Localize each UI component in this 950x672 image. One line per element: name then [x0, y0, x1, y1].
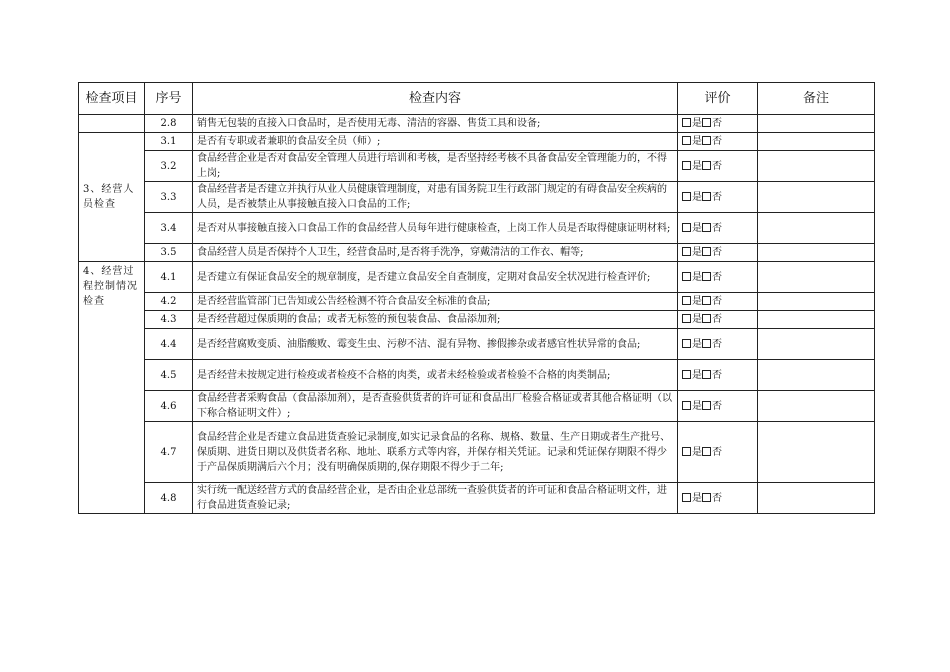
no-label: 否 [712, 369, 722, 381]
table-row [79, 115, 875, 133]
yes-label: 是 [692, 338, 702, 350]
yes-checkbox[interactable] [682, 223, 691, 232]
note-cell[interactable] [758, 391, 875, 422]
table-row [79, 133, 875, 151]
no-checkbox[interactable] [702, 339, 711, 348]
header-eval: 评价 [678, 83, 758, 115]
no-checkbox[interactable] [702, 192, 711, 201]
no-label: 否 [712, 247, 722, 258]
row-content: 食品经营者采购食品（食品添加剂），是否查验供货者的许可证和食品出厂检验合格证或者其他合格证明（以下称合格证明文件）; [193, 391, 678, 422]
note-cell[interactable] [758, 329, 875, 360]
no-checkbox[interactable] [702, 401, 711, 410]
header-item: 检查项目 [79, 83, 145, 115]
row-content: 销售无包装的直接入口食品时，是否使用无毒、清洁的容器、售货工具和设备; [193, 115, 678, 133]
row-number: 4.2 [145, 293, 193, 311]
evaluation-cell [678, 244, 758, 262]
no-label: 否 [712, 191, 722, 203]
yes-checkbox[interactable] [682, 272, 691, 281]
note-cell[interactable] [758, 213, 875, 244]
category-cell [79, 115, 145, 133]
note-cell[interactable] [758, 293, 875, 311]
row-number: 4.7 [145, 422, 193, 483]
row-content: 食品经营企业是否对食品安全管理人员进行培训和考核，是否坚持经考核不具备食品安全管理能力的，不得上岗; [193, 151, 678, 182]
evaluation-cell [678, 262, 758, 293]
row-number: 3.3 [145, 182, 193, 213]
yes-checkbox[interactable] [682, 247, 691, 256]
no-label: 否 [712, 222, 722, 234]
table-row [79, 360, 875, 391]
no-label: 否 [712, 160, 722, 172]
row-number: 3.5 [145, 244, 193, 262]
no-label: 否 [712, 296, 722, 307]
evaluation-cell [678, 293, 758, 311]
row-content: 是否经营未按规定进行检疫或者检疫不合格的肉类，或者未经检验或者检验不合格的肉类制品; [193, 360, 678, 391]
row-content: 是否建立有保证食品安全的规章制度，是否建立食品安全自查制度，定期对食品安全状况进行检查评价; [193, 262, 678, 293]
no-checkbox[interactable] [702, 272, 711, 281]
row-number: 4.6 [145, 391, 193, 422]
row-number: 2.8 [145, 115, 193, 133]
yes-label: 是 [692, 314, 702, 325]
yes-label: 是 [692, 136, 702, 147]
yes-label: 是 [692, 271, 702, 283]
inspection-table [78, 82, 875, 514]
yes-label: 是 [692, 247, 702, 258]
yes-label: 是 [692, 446, 702, 458]
note-cell[interactable] [758, 244, 875, 262]
header-no: 序号 [145, 83, 193, 115]
yes-label: 是 [692, 118, 702, 129]
no-checkbox[interactable] [702, 247, 711, 256]
no-label: 否 [712, 118, 722, 129]
row-content: 食品经营企业是否建立食品进货查验记录制度,如实记录食品的名称、规格、数量、生产日期或者生产批号、保质期、进货日期以及供货者名称、地址、联系方式等内容，并保存相关凭证。记录和凭证保存期限不得少于产品保质期满后六个月；没有明确保质期的,保存期限不得少于二年; [193, 422, 678, 483]
row-number: 3.1 [145, 133, 193, 151]
note-cell[interactable] [758, 133, 875, 151]
no-checkbox[interactable] [702, 447, 711, 456]
no-label: 否 [712, 492, 722, 504]
table-row [79, 391, 875, 422]
yes-label: 是 [692, 160, 702, 172]
table-row [79, 213, 875, 244]
row-content: 是否经营腐败变质、油脂酸败、霉变生虫、污秽不洁、混有异物、掺假掺杂或者感官性状异常的食品; [193, 329, 678, 360]
evaluation-cell [678, 182, 758, 213]
no-label: 否 [712, 446, 722, 458]
table-row [79, 244, 875, 262]
yes-label: 是 [692, 222, 702, 234]
no-checkbox[interactable] [702, 314, 711, 323]
note-cell[interactable] [758, 151, 875, 182]
evaluation-cell [678, 391, 758, 422]
no-checkbox[interactable] [702, 493, 711, 502]
row-number: 4.3 [145, 311, 193, 329]
yes-checkbox[interactable] [682, 136, 691, 145]
table-row [79, 422, 875, 483]
row-content: 是否经营超过保质期的食品；或者无标签的预包装食品、食品添加剂; [193, 311, 678, 329]
no-label: 否 [712, 400, 722, 412]
header-content: 检查内容 [193, 83, 678, 115]
yes-label: 是 [692, 492, 702, 504]
note-cell[interactable] [758, 422, 875, 483]
row-number: 4.1 [145, 262, 193, 293]
note-cell[interactable] [758, 115, 875, 133]
no-checkbox[interactable] [702, 136, 711, 145]
evaluation-cell [678, 422, 758, 483]
table-row [79, 311, 875, 329]
row-content: 是否对从事接触直接入口食品工作的食品经营人员每年进行健康检查，上岗工作人员是否取得健康证明材料; [193, 213, 678, 244]
row-content: 是否有专职或者兼职的食品安全员（师）; [193, 133, 678, 151]
table-row [79, 483, 875, 514]
yes-checkbox[interactable] [682, 447, 691, 456]
yes-checkbox[interactable] [682, 314, 691, 323]
row-number: 4.4 [145, 329, 193, 360]
no-checkbox[interactable] [702, 370, 711, 379]
evaluation-cell [678, 213, 758, 244]
yes-checkbox[interactable] [682, 339, 691, 348]
evaluation-cell [678, 360, 758, 391]
header-note: 备注 [758, 83, 875, 115]
yes-checkbox[interactable] [682, 370, 691, 379]
row-number: 3.4 [145, 213, 193, 244]
no-checkbox[interactable] [702, 161, 711, 170]
evaluation-cell [678, 329, 758, 360]
row-number: 3.2 [145, 151, 193, 182]
yes-label: 是 [692, 400, 702, 412]
note-cell[interactable] [758, 262, 875, 293]
row-content: 食品经营人员是否保持个人卫生，经营食品时,是否将手洗净，穿戴清洁的工作衣、帽等; [193, 244, 678, 262]
table-row [79, 262, 875, 293]
row-number: 4.5 [145, 360, 193, 391]
row-content: 实行统一配送经营方式的食品经营企业，是否由企业总部统一查验供货者的许可证和食品合格证明文件，进行食品进货查验记录; [193, 483, 678, 514]
evaluation-cell [678, 483, 758, 514]
note-cell[interactable] [758, 360, 875, 391]
yes-label: 是 [692, 191, 702, 203]
row-content: 食品经营者是否建立并执行从业人员健康管理制度，对患有国务院卫生行政部门规定的有碍食品安全疾病的人员，是否被禁止从事接触直接入口食品的工作; [193, 182, 678, 213]
no-checkbox[interactable] [702, 118, 711, 127]
yes-checkbox[interactable] [682, 493, 691, 502]
yes-label: 是 [692, 296, 702, 307]
header-row [79, 83, 875, 115]
note-cell[interactable] [758, 311, 875, 329]
category-cell: 4、经营过程控制情况检查 [79, 262, 145, 514]
yes-checkbox[interactable] [682, 296, 691, 305]
evaluation-cell [678, 133, 758, 151]
yes-checkbox[interactable] [682, 192, 691, 201]
evaluation-cell [678, 151, 758, 182]
table-row [79, 151, 875, 182]
note-cell[interactable] [758, 182, 875, 213]
table-row [79, 182, 875, 213]
no-label: 否 [712, 314, 722, 325]
table-row [79, 293, 875, 311]
evaluation-cell [678, 311, 758, 329]
row-number: 4.8 [145, 483, 193, 514]
yes-checkbox[interactable] [682, 401, 691, 410]
note-cell[interactable] [758, 483, 875, 514]
no-label: 否 [712, 271, 722, 283]
yes-checkbox[interactable] [682, 161, 691, 170]
no-checkbox[interactable] [702, 296, 711, 305]
no-label: 否 [712, 136, 722, 147]
evaluation-cell [678, 115, 758, 133]
no-checkbox[interactable] [702, 223, 711, 232]
yes-label: 是 [692, 369, 702, 381]
table-row [79, 329, 875, 360]
row-content: 是否经营监管部门已告知或公告经检测不符合食品安全标准的食品; [193, 293, 678, 311]
category-cell: 3、经营人员检查 [79, 133, 145, 262]
no-label: 否 [712, 338, 722, 350]
yes-checkbox[interactable] [682, 118, 691, 127]
